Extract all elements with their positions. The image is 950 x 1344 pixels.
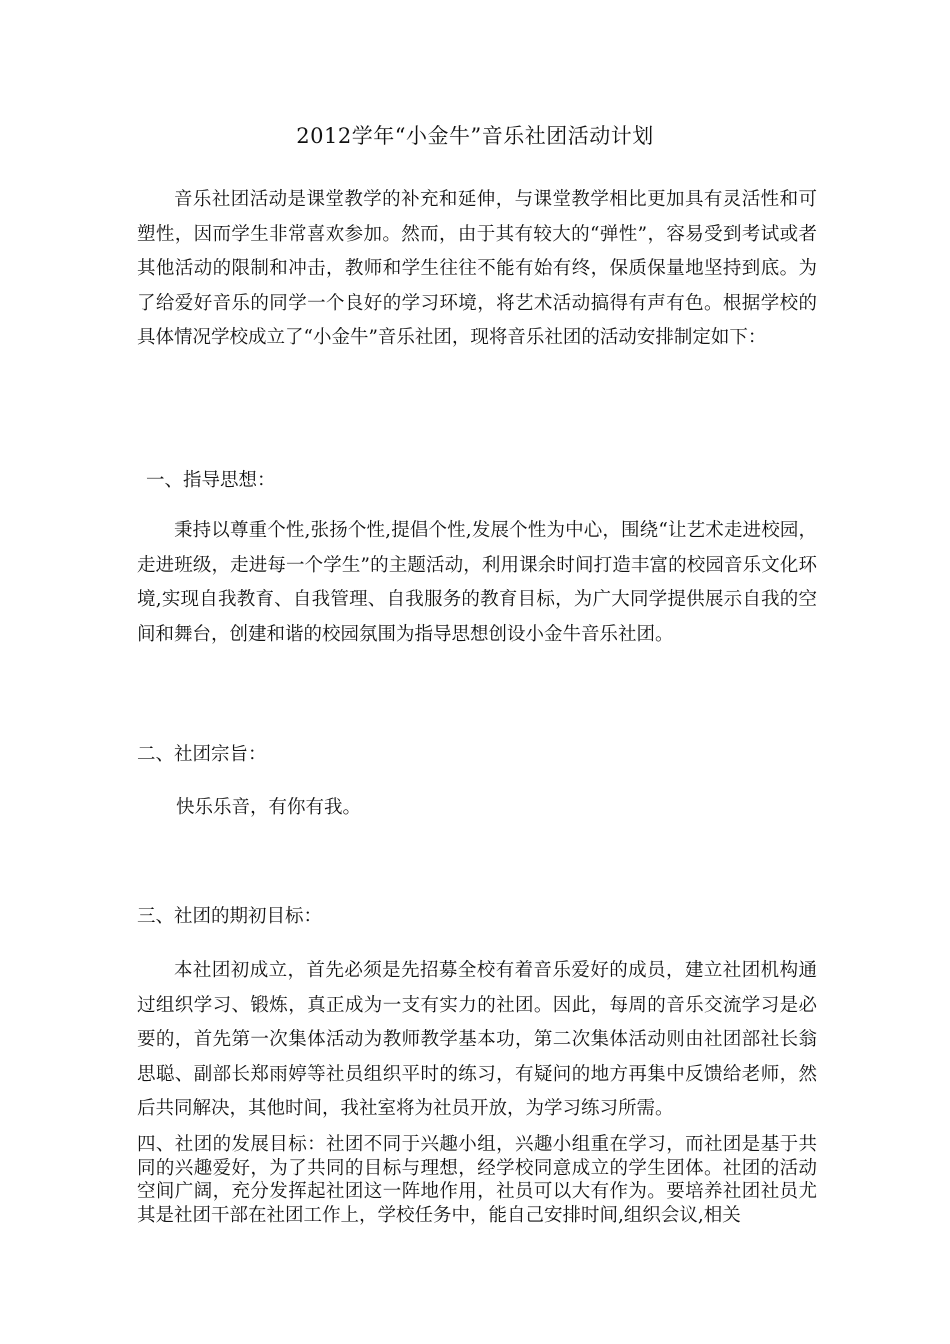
section-heading-club-purpose: 二、社团宗旨： — [137, 744, 267, 765]
section-body-development-goals: 四、社团的发展目标：社团不同于兴趣小组，兴趣小组重在学习，而社团是基于共同的兴趣爱好，为了共同的目标与理想，经学校同意成立的学生团体。社团的活动空间广阔，充分发挥起社团这一阵地作用，社员可以大有作为。要培养社团社员尤其是社团干部在社团工作上，学校任务中，能自己安排时间,组织会议,相关 — [137, 1134, 817, 1226]
section-body-initial-goals: 本社团初成立，首先必须是先招募全校有着音乐爱好的成员，建立社团机构通过组织学习、锻炼，真正成为一支有实力的社团。因此，每周的音乐交流学习是必要的，首先第一次集体活动为教师教学基本功，第二次集体活动则由社团部社长翁思聪、副部长郑雨婷等社员组织平时的练习，有疑问的地方再集中反馈给老师，然后共同解决，其他时间，我社室将为社员开放，为学习练习所需。 — [137, 960, 817, 1119]
intro-paragraph: 音乐社团活动是课堂教学的补充和延伸，与课堂教学相比更加具有灵活性和可塑性，因而学生非常喜欢参加。然而，由于其有较大的“弹性”，容易受到考试或者其他活动的限制和冲击，教师和学生往往不能有始有终，保质保量地坚持到底。为了给爱好音乐的同学一个良好的学习环境，将艺术活动搞得有声有色。根据学校的具体情况学校成立了“小金牛”音乐社团，现将音乐社团的活动安排制定如下： — [137, 189, 817, 348]
section-body-club-purpose: 快乐乐音，有你有我。 — [176, 797, 362, 818]
section-heading-guiding-ideology: 一、指导思想： — [146, 470, 276, 491]
section-heading-initial-goals: 三、社团的期初目标： — [137, 906, 323, 927]
section-body-guiding-ideology: 秉持以尊重个性,张扬个性,提倡个性,发展个性为中心，围绕“让艺术走进校园，走进班级，走进每一个学生”的主题活动，利用课余时间打造丰富的校园音乐文化环境,实现自我教育、自我管理、自我服务的教育目标，为广大同学提供展示自我的空间和舞台，创建和谐的校园氛围为指导思想创设小金牛音乐社团。 — [137, 520, 817, 645]
document-title: 2012学年“小金牛”音乐社团活动计划 — [296, 124, 654, 148]
